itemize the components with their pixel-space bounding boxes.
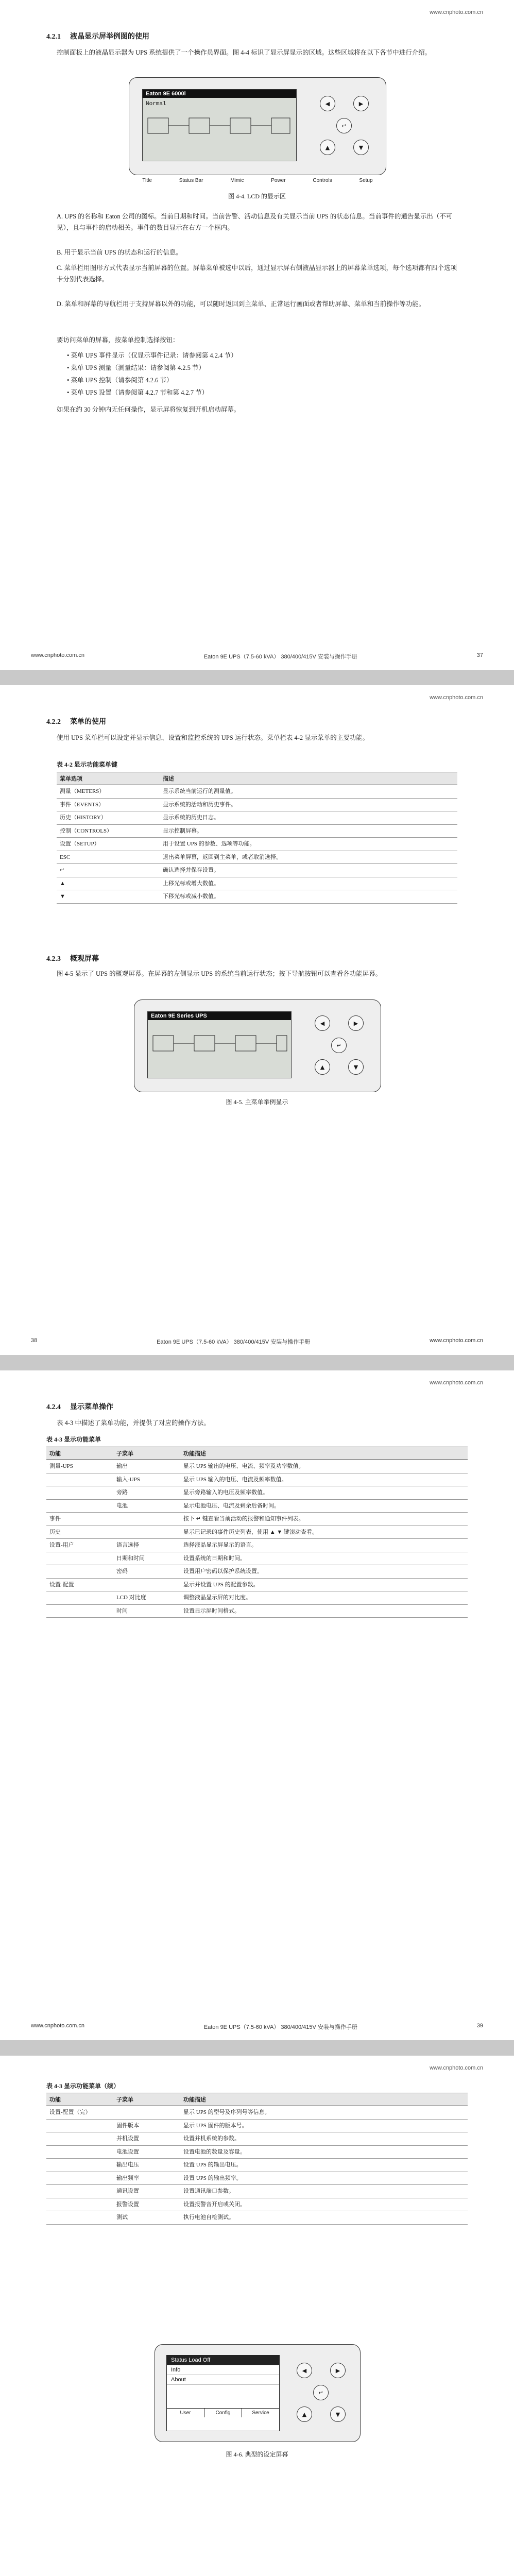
table-row (57, 851, 457, 864)
table-cell: 输出 (113, 1460, 180, 1473)
table-cell: 设置 UPS 的输出频率。 (180, 2172, 468, 2185)
table-cell: 设置系统的日期和时间。 (180, 1552, 468, 1565)
page-2 (0, 685, 514, 1355)
down-button[interactable]: ▼ (330, 2406, 346, 2422)
lcd-button-pad (292, 2360, 353, 2427)
table-cell: 通讯设置 (113, 2185, 180, 2198)
table-cell: 显示旁路输入的电压及频率数值。 (180, 1486, 468, 1500)
table-cell: 设置用户密码以保护系统设置。 (180, 1565, 468, 1579)
section-number: 4.2.3 (46, 955, 61, 963)
soft-key-config[interactable]: Config (204, 2409, 242, 2417)
table-cell (46, 2211, 113, 2225)
footer-title: Eaton 9E UPS（7.5-60 kVA） 380/400/415V 安装与操作手册 (203, 2024, 357, 2030)
paragraph-f: 如果在约 30 分钟内无任何操作，显示屏将恢复到开机启动屏幕。 (57, 406, 241, 413)
figure-callouts (129, 178, 386, 183)
lcd-title: Eaton 9E Series UPS (148, 1012, 291, 1020)
table-cell (46, 1565, 113, 1579)
page-3 (0, 1370, 514, 2040)
table-cell: 报警设置 (113, 2198, 180, 2211)
footer-site: www.cnphoto.com.cn (31, 2023, 84, 2029)
setup-screen (166, 2355, 280, 2431)
section-title: 液晶显示屏举例图的使用 (70, 33, 149, 41)
table-cell: 设置-配置（完） (46, 2106, 113, 2120)
table-cell: 设置并机系统的参数。 (180, 2132, 468, 2146)
table-row (57, 824, 457, 838)
paragraph: 图 4-5 显示了 UPS 的概观屏幕。在屏幕的左侧显示 UPS 的系统当前运行状态；按下导航按钮可以查看各功能屏幕。 (57, 970, 382, 977)
table-row (46, 1578, 468, 1591)
page-1 (0, 0, 514, 670)
table-cell (113, 1513, 180, 1526)
table-cell: 设置通讯端口参数。 (180, 2185, 468, 2198)
table-cell: 设置电池的数量及容量。 (180, 2145, 468, 2159)
intro-paragraph: 表 4-3 中描述了菜单功能，并提供了对应的操作方法。 (57, 1419, 210, 1427)
nav-button-2[interactable]: ▶ (348, 1015, 364, 1031)
table-cell: LCD 对比度 (113, 1591, 180, 1605)
menu-row-info[interactable]: Info (167, 2365, 279, 2375)
table-cell: 按下 ↵ 键查看当前活动的报警和通知事件列表。 (180, 1513, 468, 1526)
list-item: • 菜单 UPS 事件显示（仅显示事件记录：请参阅第 4.2.4 节） (67, 352, 237, 359)
section-title: 概观屏幕 (70, 955, 99, 963)
table-cell: 历史（HISTORY） (57, 811, 160, 825)
lcd-screen (142, 89, 297, 161)
table-cell (46, 1486, 113, 1500)
callout-label: Status Bar (179, 178, 203, 183)
table-cell: 显示电池电压、电流及剩余后备时间。 (180, 1499, 468, 1513)
table-cell: 语言选择 (113, 1539, 180, 1552)
table-header: 子菜单 (113, 2093, 180, 2106)
table-header: 菜单选项 (57, 772, 160, 785)
table-cell: 测量（METERS） (57, 785, 160, 799)
paragraph-a: A. UPS 的名称和 Eaton 公司的图标。当前日期和时间。当前告警、活动信息及有关显示当前 UPS 的状态信息。当前事件的通告显示出（不可见），且与事件的启动相关。事件的数目显示在右方一个框内。 (57, 213, 453, 231)
table-cell: 控制（CONTROLS） (57, 824, 160, 838)
lcd-panel-figure (134, 999, 381, 1092)
display-menu-table-continued (46, 2093, 468, 2225)
mimic-inverter-block (230, 118, 251, 133)
table-row (46, 1604, 468, 1618)
table-cell: 设置显示屏时间格式。 (180, 1604, 468, 1618)
table-cell: 电池 (113, 1499, 180, 1513)
table-row (57, 877, 457, 890)
list-item: • 菜单 UPS 设置（请参阅第 4.2.7 节和第 4.2.7 节） (67, 389, 209, 396)
table-cell: 下移光标或减小数值。 (160, 890, 457, 904)
paragraph-b: B. 用于显示当前 UPS 的状态和运行的信息。 (57, 249, 182, 256)
table-cell: 显示控制屏幕。 (160, 824, 457, 838)
table-cell: ESC (57, 851, 160, 864)
section-heading (46, 716, 106, 726)
nav-button-2[interactable]: ▶ (330, 2363, 346, 2378)
table-cell: 时间 (113, 1604, 180, 1618)
table-row (57, 798, 457, 811)
footer-title: Eaton 9E UPS（7.5-60 kVA） 380/400/415V 安装与操作手册 (203, 654, 357, 660)
table-cell: 设置 UPS 的输出电压。 (180, 2159, 468, 2172)
table-header: 功能 (46, 1447, 113, 1460)
list-item: • 菜单 UPS 测量（测量结果：请参阅第 4.2.5 节） (67, 364, 205, 371)
table-cell: 测量-UPS (46, 1460, 113, 1473)
footer-title: Eaton 9E UPS（7.5-60 kVA） 380/400/415V 安装与操作手册 (157, 1339, 311, 1345)
table-cell: 显示 UPS 输出的电压、电流、频率及功率数值。 (180, 1460, 468, 1473)
table-cell: 显示系统的活动和历史事件。 (160, 798, 457, 811)
up-button[interactable]: ▲ (315, 1059, 330, 1075)
table-cell (113, 1526, 180, 1539)
page-header: www.cnphoto.com.cn (430, 9, 483, 15)
table-row (46, 1565, 468, 1579)
table-cell: 退出菜单屏幕，返回到主菜单，或者取消选择。 (160, 851, 457, 864)
table-header: 功能描述 (180, 1447, 468, 1460)
section-title: 菜单的使用 (70, 718, 106, 726)
table-cell: 日期和时间 (113, 1552, 180, 1565)
callout-label: Power (271, 178, 286, 183)
nav-button-2[interactable]: ▶ (353, 96, 369, 111)
mimic-output-block (271, 118, 290, 133)
section-number: 4.2.4 (46, 1403, 61, 1411)
table-cell (46, 2145, 113, 2159)
paragraph-c: C. 菜单栏用图形方式代表显示当前屏幕的位置。屏幕菜单被选中以后，通过显示屏右侧液晶显示器上的屏幕菜单选项，每个选项都有四个选项卡分别代表选择。 (57, 264, 457, 283)
section-number: 4.2.2 (46, 718, 61, 726)
nav-button-1[interactable]: ◀ (297, 2363, 312, 2378)
table-cell: 旁路 (113, 1486, 180, 1500)
table-cell: 输出电压 (113, 2159, 180, 2172)
table-cell: 电池设置 (113, 2145, 180, 2159)
table-row (46, 2172, 468, 2185)
lcd-status: Normal (146, 101, 166, 107)
table-cell (46, 2185, 113, 2198)
figure-caption: 图 4-5. 主菜单举例显示 (226, 1098, 288, 1106)
menu-title: Status Load Off (167, 2355, 279, 2365)
section-number: 4.2.1 (46, 33, 61, 41)
table-header: 功能描述 (180, 2093, 468, 2106)
table-title: 表 4-3 显示功能菜单 (46, 1436, 101, 1443)
table-cell: 并机设置 (113, 2132, 180, 2146)
section-title: 显示菜单操作 (70, 1403, 113, 1411)
soft-key-user[interactable]: User (167, 2409, 204, 2417)
table-row (46, 1591, 468, 1605)
soft-key-bar (167, 2408, 279, 2417)
lcd-button-pad (310, 1013, 371, 1080)
table-row (46, 1526, 468, 1539)
page-4 (0, 2056, 514, 2576)
section-heading (46, 953, 99, 963)
table-cell (46, 1604, 113, 1618)
table-row (57, 838, 457, 851)
paragraph-d: D. 菜单和屏幕的导航栏用于支持屏幕以外的功能，可以随时返回到主菜单、正常运行画面或者帮助屏幕、菜单和当前操作等功能。 (57, 300, 425, 308)
table-row (46, 2145, 468, 2159)
page-footer (31, 652, 483, 660)
table-title: 表 4-2 显示功能菜单键 (57, 761, 117, 768)
section-heading (46, 1401, 113, 1412)
callout-label: Controls (313, 178, 332, 183)
table-row (46, 2198, 468, 2211)
table-row (46, 1552, 468, 1565)
list-item: • 菜单 UPS 控制（请参阅第 4.2.6 节） (67, 377, 173, 384)
table-cell: 显示 UPS 输入的电压、电流及频率数值。 (180, 1473, 468, 1486)
table-cell (46, 2132, 113, 2146)
down-button[interactable]: ▼ (348, 1059, 364, 1075)
page-header: www.cnphoto.com.cn (430, 694, 483, 701)
table-row (46, 1539, 468, 1552)
table-cell (46, 1591, 113, 1605)
page-header: www.cnphoto.com.cn (430, 2065, 483, 2071)
callout-label: Title (142, 178, 152, 183)
table-cell: 事件（EVENTS） (57, 798, 160, 811)
table-cell (46, 2172, 113, 2185)
enter-button[interactable]: ↵ (336, 118, 352, 133)
table-cell: 显示系统当前运行的测量值。 (160, 785, 457, 799)
table-cell: 显示并设置 UPS 的配置参数。 (180, 1578, 468, 1591)
table-cell (113, 1578, 180, 1591)
down-button[interactable]: ▼ (353, 140, 369, 155)
table-cell: 显示 UPS 的型号及序列号等信息。 (180, 2106, 468, 2120)
page-footer (31, 1337, 483, 1346)
intro-paragraph: 使用 UPS 菜单栏可以设定并显示信息、设置和监控系统的 UPS 运行状态。菜单栏表 4-2 显示菜单的主要功能。 (57, 734, 369, 741)
mimic-diagram (148, 1020, 291, 1072)
table-cell: 执行电池自检测试。 (180, 2211, 468, 2225)
table-cell (46, 2159, 113, 2172)
nav-button-1[interactable]: ◀ (320, 96, 335, 111)
table-cell: 事件 (46, 1513, 113, 1526)
lcd-button-pad (315, 93, 376, 160)
table-cell: 设置-配置 (46, 1578, 113, 1591)
soft-key-service[interactable]: Service (252, 2410, 269, 2416)
table-cell: 选择液晶显示屏显示的语言。 (180, 1539, 468, 1552)
page-footer (31, 2023, 483, 2031)
figure-caption: 图 4-4. LCD 的显示区 (228, 193, 286, 200)
up-button[interactable]: ▲ (297, 2406, 312, 2422)
enter-button[interactable]: ↵ (313, 2385, 329, 2400)
up-button[interactable]: ▲ (320, 140, 335, 155)
page-number: 37 (476, 652, 483, 658)
section-heading (46, 31, 149, 41)
table-cell: ↵ (57, 864, 160, 877)
table-cell (46, 2119, 113, 2132)
table-cell: 上移光标或增大数值。 (160, 877, 457, 890)
callout-label: Mimic (230, 178, 244, 183)
mimic-input-block (148, 118, 168, 133)
table-row (46, 1473, 468, 1486)
intro-paragraph: 控制面板上的液晶显示器为 UPS 系统提供了一个操作员界面。图 4-4 标识了显示屏显示的区域。这些区域将在以下各节中进行介绍。 (57, 49, 432, 56)
lcd-screen (147, 1011, 292, 1078)
table-cell (46, 1473, 113, 1486)
table-cell: 确认选择并保存设置。 (160, 864, 457, 877)
table-cell: 密码 (113, 1565, 180, 1579)
lcd-panel-figure (129, 77, 386, 175)
table-row (57, 785, 457, 799)
callout-label: Setup (359, 178, 373, 183)
page-header: www.cnphoto.com.cn (430, 1380, 483, 1386)
table-cell: 显示 UPS 固件的版本号。 (180, 2119, 468, 2132)
table-row (46, 2211, 468, 2225)
table-row (46, 2106, 468, 2120)
lcd-panel-figure (155, 2344, 361, 2442)
table-cell: 显示已记录的事件历史列表，使用 ▲ ▼ 键滚动查看。 (180, 1526, 468, 1539)
table-cell: 历史 (46, 1526, 113, 1539)
table-cell: 输入-UPS (113, 1473, 180, 1486)
table-row (57, 811, 457, 825)
table-row (46, 2132, 468, 2146)
table-cell: 显示系统的历史日志。 (160, 811, 457, 825)
table-row (46, 1513, 468, 1526)
page-number: 38 (31, 1337, 38, 1344)
table-header: 子菜单 (113, 1447, 180, 1460)
mimic-diagram (143, 110, 296, 146)
table-row (46, 2185, 468, 2198)
table-cell: ▲ (57, 877, 160, 890)
table-cell (46, 2198, 113, 2211)
table-cell (46, 1499, 113, 1513)
footer-site: www.cnphoto.com.cn (31, 652, 84, 658)
table-cell: 输出频率 (113, 2172, 180, 2185)
table-cell (113, 2106, 180, 2120)
mimic-rectifier-block (189, 118, 210, 133)
table-header: 功能 (46, 2093, 113, 2106)
page-number: 39 (476, 2023, 483, 2029)
paragraph-e: 要访问菜单的屏幕，按菜单控制选择按钮： (57, 336, 179, 344)
nav-button-1[interactable]: ◀ (315, 1015, 330, 1031)
table-cell: ▼ (57, 890, 160, 904)
table-row (46, 1499, 468, 1513)
display-menu-table (46, 1447, 468, 1618)
table-row (46, 2159, 468, 2172)
table-row (57, 864, 457, 877)
enter-button[interactable]: ↵ (331, 1038, 347, 1053)
table-title: 表 4-3 显示功能菜单（续） (46, 2082, 119, 2090)
menu-row-about[interactable]: About (167, 2375, 279, 2385)
table-cell: 固件版本 (113, 2119, 180, 2132)
table-cell: 测试 (113, 2211, 180, 2225)
table-cell (46, 1552, 113, 1565)
figure-caption: 图 4-6. 典型的设定屏幕 (226, 2451, 288, 2458)
table-header: 描述 (160, 772, 457, 785)
footer-site: www.cnphoto.com.cn (430, 1337, 483, 1344)
table-row (46, 1486, 468, 1500)
menu-function-table (57, 772, 457, 904)
table-cell: 用于设置 UPS 的参数、选项等功能。 (160, 838, 457, 851)
table-cell: 设置报警音开启或关闭。 (180, 2198, 468, 2211)
table-cell: 设置-用户 (46, 1539, 113, 1552)
table-cell: 设置（SETUP） (57, 838, 160, 851)
lcd-title: Eaton 9E 6000i (143, 90, 296, 98)
table-row (57, 890, 457, 904)
table-row (46, 2119, 468, 2132)
table-row (46, 1460, 468, 1473)
table-cell: 调整液晶显示屏的对比度。 (180, 1591, 468, 1605)
